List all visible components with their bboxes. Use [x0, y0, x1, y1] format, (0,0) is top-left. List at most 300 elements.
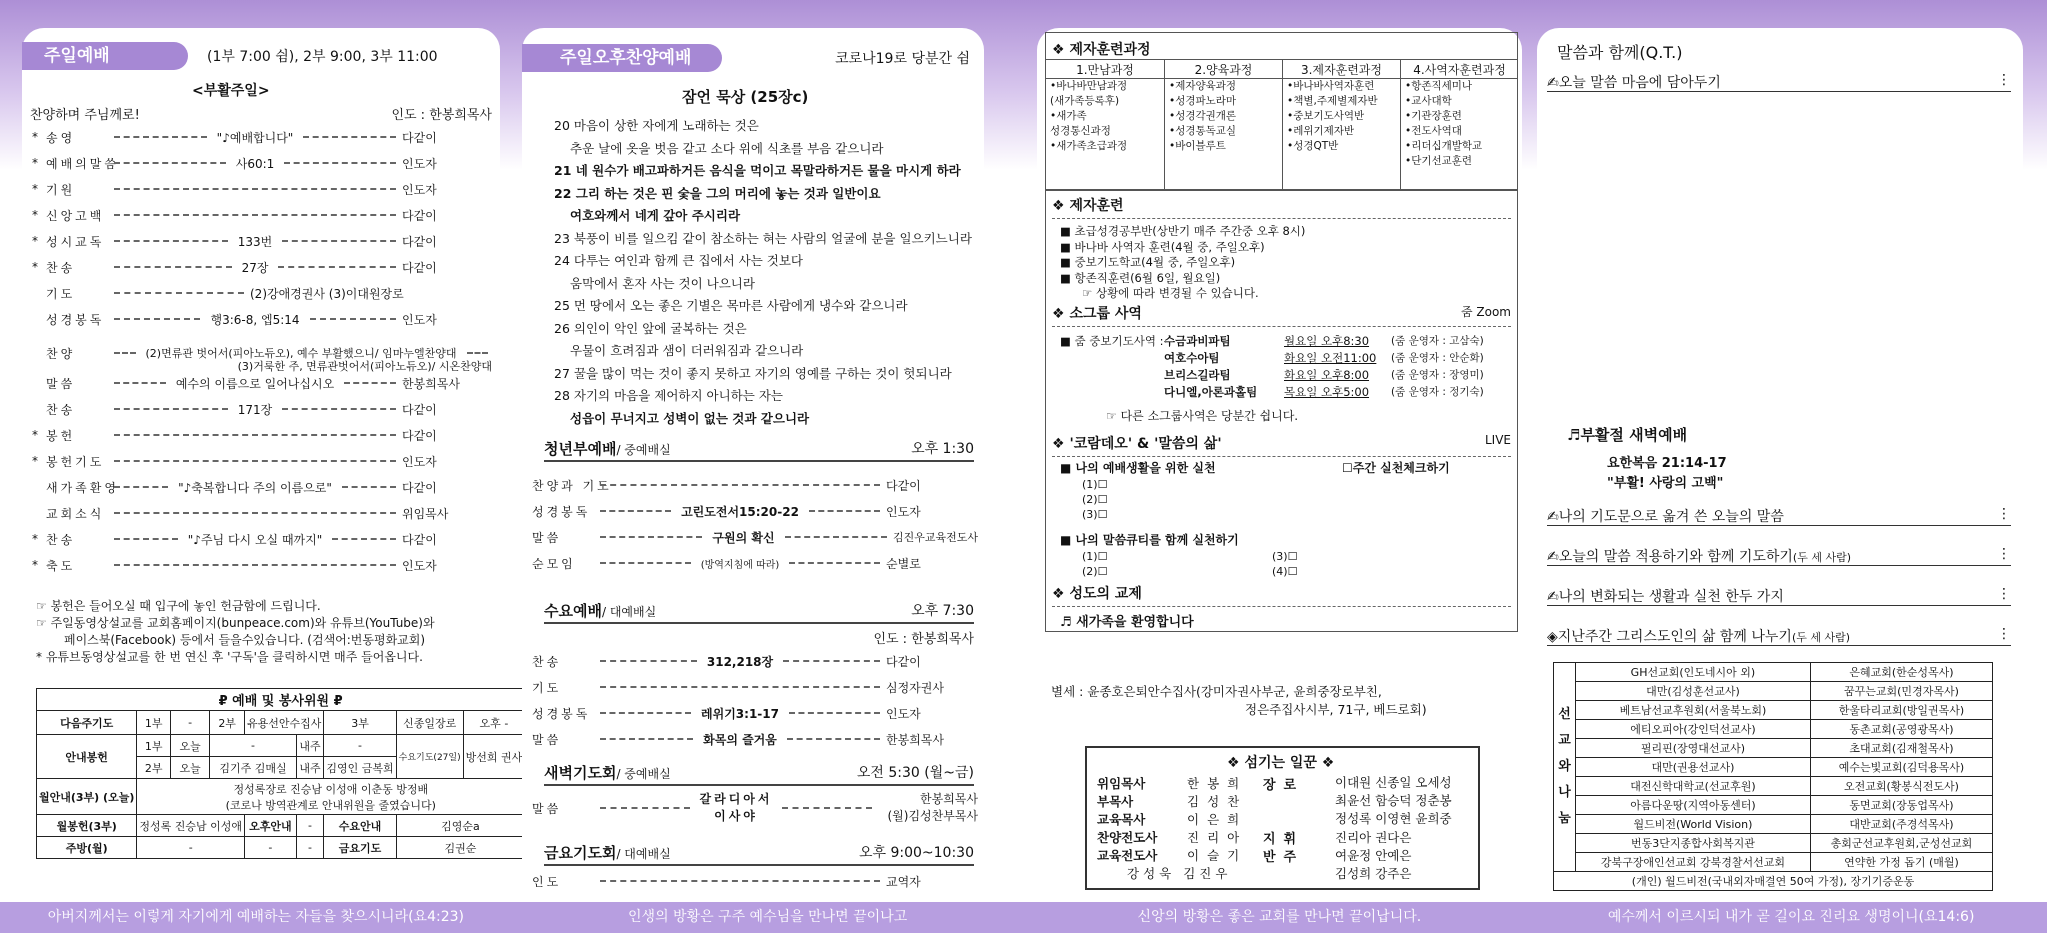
youth-time: 오후 1:30 [911, 441, 974, 457]
qt-q2: ✍나의 기도문으로 옮겨 쓴 오늘의 말씀 [1547, 509, 1784, 525]
dawn-preachers [878, 791, 978, 825]
training-title-text: 제자훈련과정 [1069, 42, 1151, 58]
table-row [1554, 777, 1993, 796]
wed-time: 오후 7:30 [911, 603, 974, 619]
cell: 김기주 김매실 [210, 757, 296, 779]
staff-box [1085, 746, 1480, 890]
training-item: •성경QT반 [1287, 140, 1339, 152]
fri-title: 금요기도회 [544, 844, 617, 862]
order-row [32, 398, 494, 420]
mission-cell: 강북구장애인선교회 강북경찰서선교회 [1576, 853, 1811, 872]
qt-q4: ✍나의 변화되는 생활과 실천 한두 가지 [1547, 589, 1784, 605]
coram-header: ❖ '코람데오' & '말씀의 삶' LIVE [1052, 433, 1511, 457]
group-host: (줌 운영자 : 고삼숙) [1391, 335, 1484, 347]
cell: 김권순 [396, 837, 525, 859]
note-line: ☞ 주일동영상설교를 교회홈페이지(bunpeace.com)와 유튜브(YouTube)와 [36, 616, 435, 630]
checkbox[interactable]: (4)☐ [1272, 565, 1298, 578]
order-label: 순모임 [532, 556, 576, 571]
qt-line-4 [1547, 586, 2011, 606]
elders-row: 최윤선 함승덕 정춘봉 [1335, 793, 1452, 808]
table-row [1554, 720, 1993, 739]
zoom-label: 줌 Zoom [1460, 305, 1511, 319]
table-row [1554, 682, 1993, 701]
verse-line: 27 꿀을 많이 먹는 것이 좋지 못하고 자기의 영예를 구하는 것이 헛되니라 [554, 365, 952, 381]
cell: - [324, 735, 396, 757]
cell: 주방(월) [37, 837, 137, 859]
mission-cell: 대만(권용선교사) [1576, 758, 1811, 777]
cell [463, 711, 525, 735]
mission-cell: 동면교회(장동업목사) [1810, 796, 1992, 815]
elders-row: 이대원 신종일 오세성 [1335, 775, 1452, 790]
order-role: 인도자 [402, 454, 437, 469]
wed-title: 수요예배 [544, 602, 602, 620]
training-item: (새가족등록후) [1050, 95, 1120, 107]
order-row [32, 204, 494, 226]
order-label: 봉헌 [46, 428, 76, 443]
info-box [1045, 190, 1518, 632]
cell: 2부 [210, 711, 245, 735]
training-col [1282, 59, 1400, 189]
mission-cell: 연약한 가정 돕기 (매월) [1810, 853, 1992, 872]
training-item: •항존직세미나 [1405, 80, 1473, 92]
pin-icon: ⋮ [1997, 546, 2011, 562]
training-item: •제자양육과정 [1169, 80, 1237, 92]
wed-leader: 인도 : 한봉희목사 [873, 632, 974, 647]
order-label: 성시교독 [46, 234, 105, 249]
coram-line2: ■ 나의 말씀큐티를 함께 실천하기 [1060, 533, 1239, 547]
elders-label: 장로 [1263, 778, 1305, 793]
order-label: 성경봉독 [46, 312, 105, 327]
staff-name: 이슬기 [1187, 848, 1248, 863]
pin-icon: ⋮ [1997, 626, 2011, 642]
training-item: •교사대학 [1405, 95, 1452, 107]
cell: - [210, 735, 296, 757]
training-item: •성경파노라마 [1169, 95, 1237, 107]
wed-section [544, 600, 974, 624]
footer-bar [0, 902, 2047, 933]
qt-line-1 [1547, 72, 2011, 92]
order-role: 인도자 [402, 182, 437, 197]
order-label: 찬양과 기도 [532, 478, 612, 493]
coram-checks2b [1272, 549, 1297, 579]
order-role: 위임목사 [402, 506, 449, 521]
order-label: 교회소식 [46, 506, 105, 521]
order-row [32, 282, 494, 304]
accompanists2: 김성희 강주은 [1335, 866, 1412, 881]
order-label: 봉헌기도 [46, 454, 105, 469]
order-content: 고린도전서15:20-22 [681, 504, 799, 519]
afternoon-covid: 코로나19로 당분간 쉼 [835, 51, 970, 67]
live-label: LIVE [1484, 433, 1511, 447]
order-row [32, 256, 494, 278]
training-item: •단기선교훈련 [1405, 155, 1473, 167]
order-row [32, 308, 494, 330]
training-title: ❖ 제자훈련과정 [1052, 42, 1151, 58]
cell: 유용선안수집사 [245, 711, 324, 735]
order-role: 다같이 [886, 654, 921, 669]
order-content: 133번 [237, 234, 273, 249]
order-row [32, 126, 494, 148]
qt-title: 말씀과 함께(Q.T.) [1557, 43, 1683, 62]
training-col [1400, 59, 1518, 189]
note-line: ☞ 봉헌은 들어오실 때 입구에 놓인 헌금함에 드립니다. [36, 599, 321, 613]
cell-text: 오후 [479, 716, 501, 730]
wed-place: / 대예배실 [601, 605, 657, 619]
fri-section [544, 842, 974, 866]
order-row [32, 372, 494, 394]
note-line: 페이스북(Facebook) 등에서 들을수있습니다. (검색어:번동평화교회) [64, 633, 426, 647]
order-row [532, 702, 978, 724]
order-label: 신앙고백 [46, 208, 105, 223]
training-item: 성경통신과정 [1050, 125, 1111, 137]
order-row [32, 152, 494, 174]
table-row [1554, 701, 1993, 720]
note-line: * 유튜브동영상설교를 한 번 연신 후 '구독'을 클릭하시면 매주 들어옵니다. [36, 650, 423, 664]
cell: 수요안내 [324, 815, 396, 837]
checkbox[interactable]: (2)☐ [1082, 493, 1108, 506]
mission-cell: 대전신학대학교(선교후원) [1576, 777, 1811, 796]
dawn-label: 말씀 [532, 801, 562, 816]
fellow-header: ❖ 성도의 교제 [1052, 583, 1511, 607]
mission-cell: 에티오피아(강인덕선교사) [1576, 720, 1811, 739]
training-item: •레위기제자반 [1287, 125, 1355, 137]
cell-text: 정성록장로 진승남 이성애 이춘동 방정배 [233, 782, 429, 796]
order-row [532, 526, 978, 548]
order-role: 다같이 [402, 402, 437, 417]
disc-title: 제자훈련 [1069, 198, 1124, 214]
verse-line: 20 마음이 상한 자에게 노래하는 것은 [554, 118, 759, 133]
dawn-time: 오전 5:30 (월~금) [856, 765, 974, 781]
order-row [32, 178, 494, 200]
coram-line1: ■ 나의 예배생활을 위한 실천 [1060, 461, 1216, 475]
verse-line: 움막에서 혼자 사는 것이 나으니라 [570, 275, 755, 291]
training-item: •전도사역대 [1405, 125, 1462, 137]
cell: 1부 [137, 735, 171, 757]
staff-role: 교육전도사 [1097, 848, 1158, 863]
mission-cell: 은혜교회(한순성목사) [1810, 663, 1992, 682]
cell-text: - [504, 716, 509, 730]
sunday-worship-panel [22, 28, 523, 900]
order-role: 다같이 [402, 234, 437, 249]
pin-icon: ⋮ [1997, 506, 2011, 522]
order-content: 예수의 이름으로 일어나십시오 [175, 376, 335, 391]
mission-cell: 필리핀(장영대선교사) [1576, 739, 1811, 758]
fri-row [532, 870, 978, 892]
order-label: 송영 [46, 130, 76, 145]
training-item: •성경통독교실 [1169, 125, 1237, 137]
qt-panel [1537, 28, 2023, 900]
pin-icon: ⋮ [1997, 72, 2011, 88]
order-role: 인도자 [886, 504, 921, 519]
dawn-books [696, 791, 777, 825]
verse-line: 24 다투는 여인과 함께 큰 집에서 사는 것보다 [554, 253, 803, 268]
staff-role: 찬양전도사 [1097, 830, 1158, 845]
book: 이사야 [714, 809, 758, 823]
order-mark: * [32, 428, 38, 442]
order-mark: * [32, 558, 38, 572]
pin-icon: ⋮ [1997, 586, 2011, 602]
order-row [32, 554, 494, 576]
qt-line-3 [1547, 546, 2011, 566]
footer-slogan: 인생의 방황은 구주 예수님을 만나면 끝이나고 [628, 909, 908, 925]
afternoon-panel [522, 28, 984, 900]
group-time: 목요일 오후5:00 [1284, 385, 1370, 399]
cell: 방선희 권사 [463, 735, 525, 779]
qt-q3: ✍오늘의 말씀 적용하기와 함께 기도하기 [1547, 549, 1793, 565]
cell: - [245, 837, 297, 859]
staff-name: 한봉희 [1187, 776, 1248, 791]
qt-line-2 [1547, 506, 2011, 526]
training-panel [1037, 28, 1522, 900]
table-row [1554, 758, 1993, 777]
book: 갈라디아서 [699, 792, 773, 806]
small-note: ☞ 다른 소그룹사역은 당분간 쉽니다. [1106, 409, 1299, 423]
sunday-times: (1부 7:00 쉼), 2부 9:00, 3부 11:00 [207, 49, 438, 65]
cell: 다음주기도 [37, 711, 137, 735]
youth-section [544, 438, 974, 462]
order-mark: * [32, 260, 38, 274]
disc-item: ☞ 상황에 따라 변경될 수 있습니다. [1082, 286, 1259, 300]
disc-item: ■ 항존직훈련(6월 6일, 월요일) [1060, 270, 1221, 285]
order-role: 인도자 [402, 312, 437, 327]
hymn-title: 잠언 묵상 (25장c) [682, 88, 809, 106]
qt-q5-sub: (두 세 사람) [1791, 631, 1851, 644]
order-mark: * [32, 182, 38, 196]
checkbox[interactable]: (3)☐ [1272, 550, 1298, 563]
training-item: •기관장훈련 [1405, 110, 1462, 122]
cell: 내주 [296, 757, 324, 779]
table-row [1554, 739, 1993, 758]
order-content: 레위기3:1-17 [701, 706, 779, 721]
training-item: •새가족초급과정 [1050, 140, 1128, 152]
order-role: (2)강애경권사 (3)이대원장로 [250, 286, 404, 301]
order-role: 다같이 [402, 130, 437, 145]
mission-cell: 아름다운땅(지역아동센터) [1576, 796, 1811, 815]
cell: 오늘 [171, 735, 210, 757]
training-item: •바이블루트 [1169, 140, 1226, 152]
mission-cell: 예수는빛교회(김덕용목사) [1810, 758, 1992, 777]
training-item: •새가족 [1050, 110, 1087, 122]
verse-line: 성읍이 무너지고 성벽이 없는 것과 같으니라 [570, 410, 810, 426]
order-label: 축도 [46, 558, 76, 573]
order-row [32, 450, 494, 472]
mission-table [1553, 662, 1993, 891]
cell: - [171, 711, 210, 735]
order-row [32, 424, 494, 446]
order-role: 인도자 [402, 558, 437, 573]
cell: - [296, 837, 324, 859]
cell: 오늘 [171, 757, 210, 779]
training-item: •중보기도사역반 [1287, 110, 1365, 122]
order-content: 구원의 확신 [712, 530, 775, 545]
volunteer-title: ₽ 예배 및 봉사위원 ₽ [37, 689, 525, 711]
fri-who: 교역자 [886, 874, 921, 889]
table-row [1554, 853, 1993, 872]
order-role: 다같이 [402, 480, 437, 495]
mission-cell: 월드비전(World Vision) [1576, 815, 1811, 834]
checkbox[interactable]: (3)☐ [1082, 508, 1108, 521]
checkbox[interactable]: (1)☐ [1082, 550, 1108, 563]
order-row [32, 528, 494, 550]
staff-role: 교육목사 [1097, 812, 1146, 827]
elders [1335, 774, 1452, 828]
small-title: 소그룹 사역 [1069, 306, 1142, 322]
order-row [532, 676, 978, 698]
order-label: 찬송 [532, 654, 562, 669]
dawn-row [532, 790, 978, 826]
dawn-service-title: ♬부활절 새벽예배 [1567, 426, 1688, 444]
order-label: 기도 [532, 680, 562, 695]
cell: 내주 [296, 735, 324, 757]
staff-name: 이은희 [1187, 812, 1248, 827]
group-time: 화요일 오전11:00 [1284, 351, 1377, 365]
fri-label: 인도 [532, 874, 562, 889]
staff-title: ❖ 섬기는 일꾼 ❖ [1227, 755, 1335, 771]
mission-cell: 동촌교회(공영광목사) [1810, 720, 1992, 739]
small-header: ❖ 소그룹 사역 줌 Zoom [1052, 303, 1511, 327]
table-row [1554, 872, 1993, 891]
disc-item: ■ 초급성경공부반(상반기 매주 주간중 오후 8시) [1060, 224, 1306, 238]
order-content: "♪축복합니다 주의 이름으로" [178, 480, 332, 495]
cell: 3부 [324, 711, 396, 735]
order-role: 다같이 [402, 208, 437, 223]
footer-slogan2: 신앙의 방황은 좋은 교회를 만나면 끝이납니다. [1137, 909, 1422, 925]
footer-verse: 아버지께서는 이렇게 자기에게 예배하는 자들을 찾으시니라(요4:23) [47, 909, 464, 925]
training-col [1164, 59, 1282, 189]
group-name: 다니엘,아론과홀팀 [1164, 385, 1258, 399]
training-col-header: 4.사역자훈련과정 [1401, 59, 1518, 79]
order-content: "♪주님 다시 오실 때까지" [187, 532, 323, 547]
order-label: 찬양 [46, 346, 76, 361]
verse-line: 28 자기의 마음을 제어하지 아니하는 자는 [554, 388, 783, 403]
cell: - [137, 837, 245, 859]
mission-side-text: 선교와나눔 [1558, 707, 1571, 826]
disc-item: ■ 바나바 사역자 훈련(4월 중, 주일오후) [1060, 239, 1265, 254]
dawn-title: 새벽기도회 [544, 764, 617, 782]
welcome-text: ♬ 새가족을 환영합니다 [1060, 615, 1194, 630]
footer-verse2: 예수께서 이르시되 내가 곧 길이요 진리요 생명이니(요14:6) [1607, 909, 1975, 925]
order-mark: * [32, 208, 38, 222]
obituary: 별세 : 윤종호은퇴안수집사(강미자권사부군, 윤희중장로부친, [1051, 684, 1382, 699]
order-label: 성경봉독 [532, 706, 591, 721]
cell: 수요기도(27일) [396, 735, 463, 779]
verse-line: 22 그리 하는 것은 핀 숯을 그의 머리에 놓는 것과 일반이요 [554, 185, 881, 201]
order-mark: * [32, 130, 38, 144]
order-role: 한봉희목사 [886, 732, 944, 747]
mission-cell: GH선교회(인도네시아 외) [1576, 663, 1811, 682]
order-label: 새가족환영 [46, 480, 119, 495]
mission-cell: (개인) 월드비전(국내외자매결연 50여 가정), 장기기증운동 [1554, 872, 1993, 891]
order-content: 사60:1 [235, 156, 275, 171]
order-role: 다같이 [886, 478, 921, 493]
table-row [1554, 663, 1993, 682]
order-row [532, 728, 978, 750]
checkbox[interactable]: (1)☐ [1082, 478, 1108, 491]
staff-name: 강성욱 김진우 [1127, 866, 1232, 881]
accompanists: 여윤정 안예은 [1335, 848, 1412, 863]
youth-place: / 중예배실 [616, 443, 671, 457]
youth-title: 청년부예배 [544, 440, 617, 458]
table-row [1554, 796, 1993, 815]
order-mark: * [32, 156, 38, 170]
mission-cell: 한울타리교회(방일권목사) [1810, 701, 1992, 720]
cell: 월봉헌(3부) [37, 815, 137, 837]
group-host: (줌 운영자 : 장영미) [1391, 369, 1484, 381]
order-role: 김진우교육전도사 [892, 531, 978, 544]
fri-place: / 대예배실 [616, 847, 671, 861]
staff-role: 위임목사 [1097, 776, 1146, 791]
order-content: (2)면류관 벗어서(피아노듀오), 예수 부활했으니/ 임마누엘찬양대 [145, 347, 457, 360]
order-content: (방역지침에 따라) [700, 559, 780, 571]
order-row [532, 650, 978, 672]
order-content: 312,218장 [706, 654, 774, 669]
training-col-header: 1.만남과정 [1046, 59, 1164, 79]
order-role: 다같이 [402, 428, 437, 443]
order-label: 기원 [46, 182, 76, 197]
training-col-header: 2.양육과정 [1165, 59, 1282, 79]
conductors: 진리아 권다은 [1335, 830, 1412, 845]
dawn-section [544, 762, 974, 786]
mission-cell: 초대교회(김재철목사) [1810, 739, 1992, 758]
training-item: •책별,주제별제자반 [1287, 95, 1378, 107]
training-box [1045, 32, 1518, 190]
mission-cell: 총회군선교후원회,군성선교회 [1810, 834, 1992, 853]
order-content: 행3:6-8, 엡5:14 [210, 312, 300, 327]
order-row [32, 230, 494, 252]
order-role: 다같이 [402, 532, 437, 547]
checkbox[interactable]: (2)☐ [1082, 565, 1108, 578]
coram-title: '코람데오' & '말씀의 삶' [1069, 436, 1222, 452]
group-time: 화요일 오후8:00 [1284, 368, 1370, 382]
cell: 금요기도 [324, 837, 396, 859]
qt-q5: ◈지난주간 그리스도인의 삶 함께 나누기 [1547, 629, 1792, 645]
cell: 정성록 진승남 이성애 [137, 815, 245, 837]
elders-row: 정성록 이영현 윤희중 [1335, 811, 1452, 826]
order-row [32, 476, 494, 498]
dawn-ref: 요한복음 21:14-17 [1607, 456, 1727, 471]
cell: 오후안내 [245, 815, 297, 837]
verse-line: 추운 날에 옷을 벗음 같고 소다 위에 식초를 부음 같으니라 [570, 140, 884, 156]
disc-item: ■ 중보기도학교(4월 중, 주일오후) [1060, 255, 1236, 269]
dawn-place: / 중예배실 [616, 767, 671, 781]
afternoon-title: 주일오후찬양예배 [522, 44, 722, 72]
sunday-title: 주일예배 [22, 42, 188, 70]
order-row [532, 474, 978, 496]
order-content: 화목의 즐거움 [703, 732, 777, 747]
order-label: 찬송 [46, 402, 76, 417]
group-host: (줌 운영자 : 안순화) [1391, 352, 1484, 364]
cell: 신종일장로 [396, 711, 463, 735]
cell [137, 779, 525, 815]
cell: 2부 [137, 757, 171, 779]
group-name: 수금과비파팀 [1164, 334, 1231, 348]
order-role: 심정자권사 [886, 680, 944, 695]
order-row [532, 552, 978, 574]
mission-cell: 꿈꾸는교회(민경자목사) [1810, 682, 1992, 701]
staff-role: 부목사 [1097, 794, 1134, 809]
obituary2: 정은주집사시부, 71구, 베드로회) [1245, 702, 1427, 717]
order-role: 인도자 [886, 706, 921, 721]
order-content: 27장 [241, 260, 269, 275]
small-label: ■ 줌 중보기도사역 : [1060, 334, 1164, 348]
order-role: (3)거룩한 주, 면류관벗어서(피아노듀오)/ 시온찬양대 [237, 360, 492, 373]
qt-q1: ✍오늘 말씀 마음에 담아두기 [1547, 75, 1721, 91]
staff-name: 김성찬 [1187, 794, 1248, 809]
mission-cell: 번동3단지종합사회복지관 [1576, 834, 1811, 853]
verse-line: 25 먼 땅에서 오는 좋은 기별은 목마른 사람에게 냉수와 같으니라 [554, 298, 908, 313]
order-label: 예배의말씀 [46, 156, 119, 171]
weekly-check[interactable]: ☐주간 실천체크하기 [1342, 461, 1450, 475]
